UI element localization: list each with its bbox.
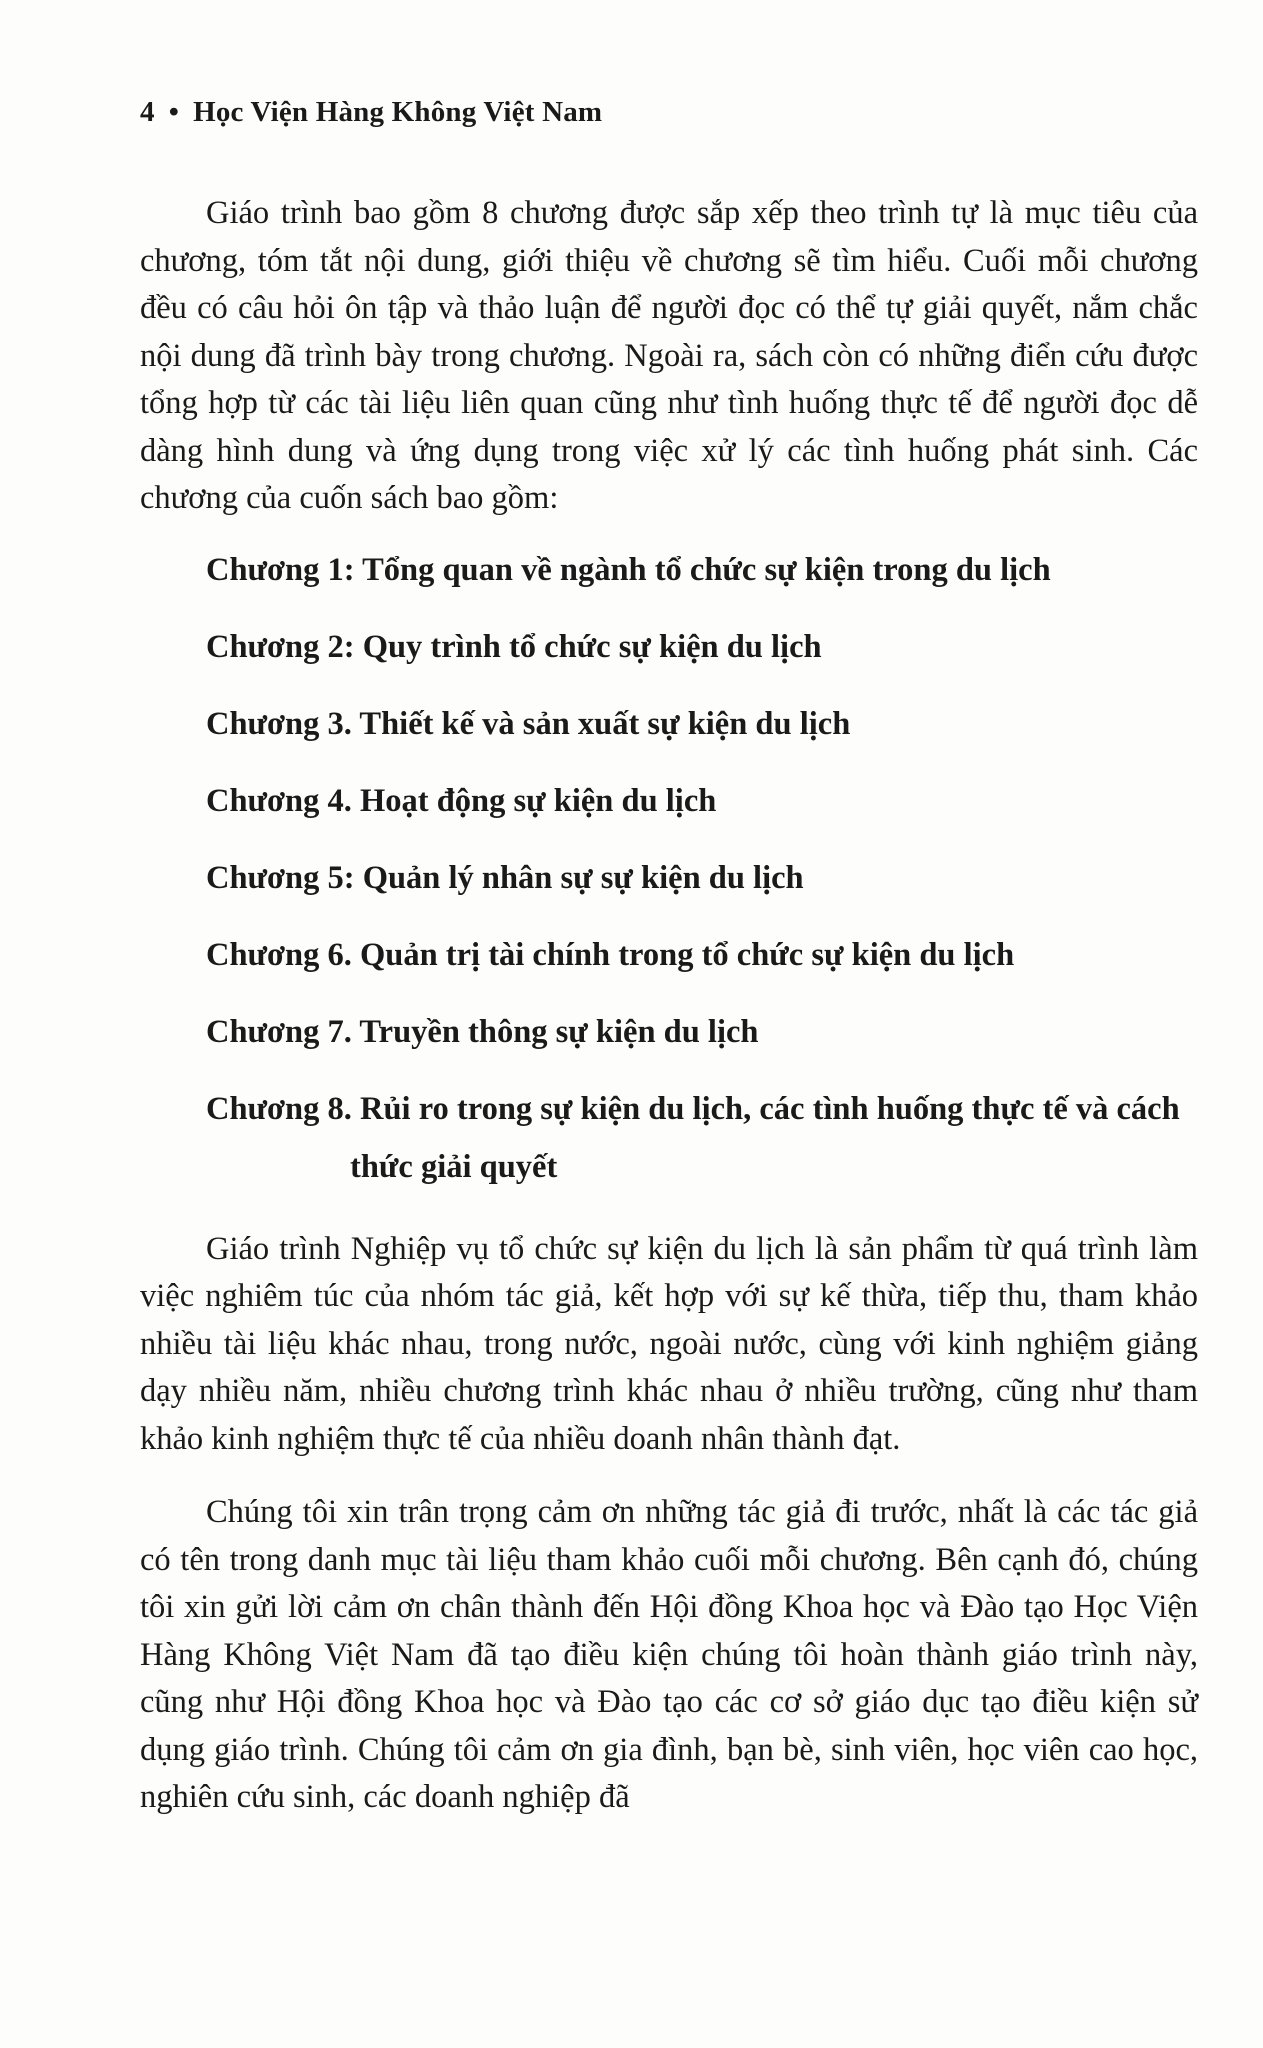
chapter-item: Chương 6. Quản trị tài chính trong tổ chức sự kiện du lịch (206, 936, 1015, 973)
chapter-list (140, 541, 1198, 1196)
page-body (140, 190, 1198, 1822)
chapter-item: Chương 4. Hoạt động sự kiện du lịch (206, 782, 717, 819)
page-number: 4 (140, 96, 155, 128)
running-header (140, 96, 602, 129)
chapter-item: Chương 3. Thiết kế và sản xuất sự kiện du lịch (206, 705, 851, 742)
header-separator: • (168, 96, 180, 128)
chapter-item: Chương 7. Truyền thông sự kiện du lịch (206, 1013, 759, 1050)
header-title: Học Viện Hàng Không Việt Nam (193, 96, 603, 128)
product-paragraph: Giáo trình Nghiệp vụ tổ chức sự kiện du lịch là sản phẩm từ quá trình làm việc nghiêm túc của nhóm tác giả, kết hợp với sự kế thừa, tiếp thu, tham khảo nhiều tài liệu khác nhau, trong nước, ngoài nước, cùng với kinh nghiệm giảng dạy nhiều năm, nhiều chương trình khác nhau ở nhiều trường, cũng như tham khảo kinh nghiệm thực tế của nhiều doanh nhân thành đạt. (140, 1230, 1198, 1457)
chapter-item: Chương 5: Quản lý nhân sự sự kiện du lịch (206, 859, 804, 896)
chapter-item: Chương 1: Tổng quan về ngành tổ chức sự kiện trong du lịch (206, 551, 1051, 588)
chapter-item: Chương 2: Quy trình tổ chức sự kiện du lịch (206, 628, 822, 665)
chapter-item: Chương 8. Rủi ro trong sự kiện du lịch, các tình huống thực tế và cách thức giải quyết (206, 1090, 1180, 1185)
thanks-paragraph: Chúng tôi xin trân trọng cảm ơn những tác giả đi trước, nhất là các tác giả có tên trong danh mục tài liệu tham khảo cuối mỗi chương. Bên cạnh đó, chúng tôi xin gửi lời cảm ơn chân thành đến Hội đồng Khoa học và Đào tạo Học Viện Hàng Không Việt Nam đã tạo điều kiện chúng tôi hoàn thành giáo trình này, cũng như Hội đồng Khoa học và Đào tạo các cơ sở giáo dục tạo điều kiện sử dụng giáo trình. Chúng tôi cảm ơn gia đình, bạn bè, sinh viên, học viên cao học, nghiên cứu sinh, các doanh nghiệp đã (140, 1494, 1198, 1815)
intro-paragraph: Giáo trình bao gồm 8 chương được sắp xếp theo trình tự là mục tiêu của chương, tóm tắt nội dung, giới thiệu về chương sẽ tìm hiểu. Cuối mỗi chương đều có câu hỏi ôn tập và thảo luận để người đọc có thể tự giải quyết, nắm chắc nội dung đã trình bày trong chương. Ngoài ra, sách còn có những điển cứu được tổng hợp từ các tài liệu liên quan cũng như tình huống thực tế để người đọc dễ dàng hình dung và ứng dụng trong việc xử lý các tình huống phát sinh. Các chương của cuốn sách bao gồm: (140, 195, 1198, 516)
